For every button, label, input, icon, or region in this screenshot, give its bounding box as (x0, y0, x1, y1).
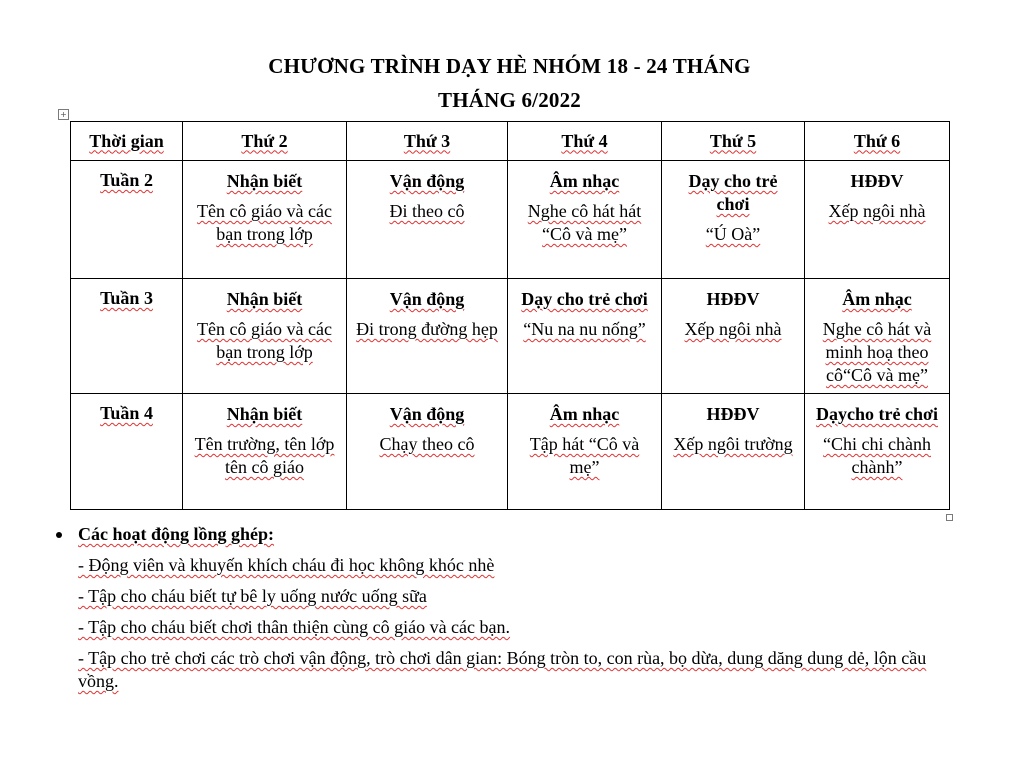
table-cell: Vận động Đi theo cô (347, 161, 508, 279)
table-cell: Nhận biết Tên cô giáo và các bạn trong lớp (183, 279, 347, 394)
header-wednesday: Thứ 4 (508, 122, 662, 161)
table-cell: Nhận biết Tên trường, tên lớp tên cô giáo (183, 394, 347, 510)
table-cell: Nhận biết Tên cô giáo và các bạn trong lớp (183, 161, 347, 279)
table-cell: Dạy cho trẻ chơi “Nu na nu nống” (508, 279, 662, 394)
table-cell: Dạy cho trẻ chơi “Ú Oà” (662, 161, 805, 279)
integrated-activities-section (54, 523, 954, 693)
table-cell: Âm nhạc Tập hát “Cô và mẹ” (508, 394, 662, 510)
table-cell: Dạycho trẻ chơi “Chi chi chành chành” (805, 394, 950, 510)
header-monday: Thứ 2 (183, 122, 347, 161)
table-cell: Âm nhạc Nghe cô hát và minh hoạ theo cô“Cô và mẹ” (805, 279, 950, 394)
header-friday: Thứ 6 (805, 122, 950, 161)
notes-heading: Các hoạt động lồng ghép: (78, 524, 275, 544)
notes-heading-row (54, 523, 954, 546)
table-resize-handle[interactable] (946, 514, 953, 521)
table-row (71, 161, 950, 279)
week-cell: Tuần 3 (71, 279, 183, 394)
list-item: - Tập cho cháu biết chơi thân thiện cùng cô giáo và các bạn. (78, 617, 511, 637)
table-cell: Âm nhạc Nghe cô hát hát “Cô và mẹ” (508, 161, 662, 279)
header-thursday: Thứ 5 (662, 122, 805, 161)
list-item: - Tập cho cháu biết tự bê ly uống nước uống sữa (78, 586, 427, 606)
list-item: - Động viên và khuyến khích cháu đi học không khóc nhè (78, 555, 495, 575)
week-cell: Tuần 4 (71, 394, 183, 510)
header-tuesday: Thứ 3 (347, 122, 508, 161)
table-move-handle-icon[interactable]: + (58, 109, 69, 120)
table-cell: Vận động Chạy theo cô (347, 394, 508, 510)
table-cell: HĐĐV Xếp ngôi nhà (662, 279, 805, 394)
table-cell: HĐĐV Xếp ngôi trường (662, 394, 805, 510)
schedule-table (70, 121, 950, 510)
bullet-icon (56, 532, 62, 538)
table-cell: HĐĐV Xếp ngôi nhà (805, 161, 950, 279)
week-cell: Tuần 2 (71, 161, 183, 279)
header-time: Thời gian (71, 122, 183, 161)
table-cell: Vận động Đi trong đường hẹp (347, 279, 508, 394)
page-title: CHƯƠNG TRÌNH DẠY HÈ NHÓM 18 - 24 THÁNG (268, 54, 751, 78)
list-item: - Tập cho trẻ chơi các trò chơi vận động, trò chơi dân gian: Bóng tròn to, con rùa, bọ dừa, dung dăng dung dẻ, lộn cầu vồng. (78, 648, 927, 691)
table-row (71, 279, 950, 394)
table-row (71, 394, 950, 510)
table-header-row (71, 122, 950, 161)
page-subtitle-month: THÁNG 6/2022 (438, 88, 581, 112)
